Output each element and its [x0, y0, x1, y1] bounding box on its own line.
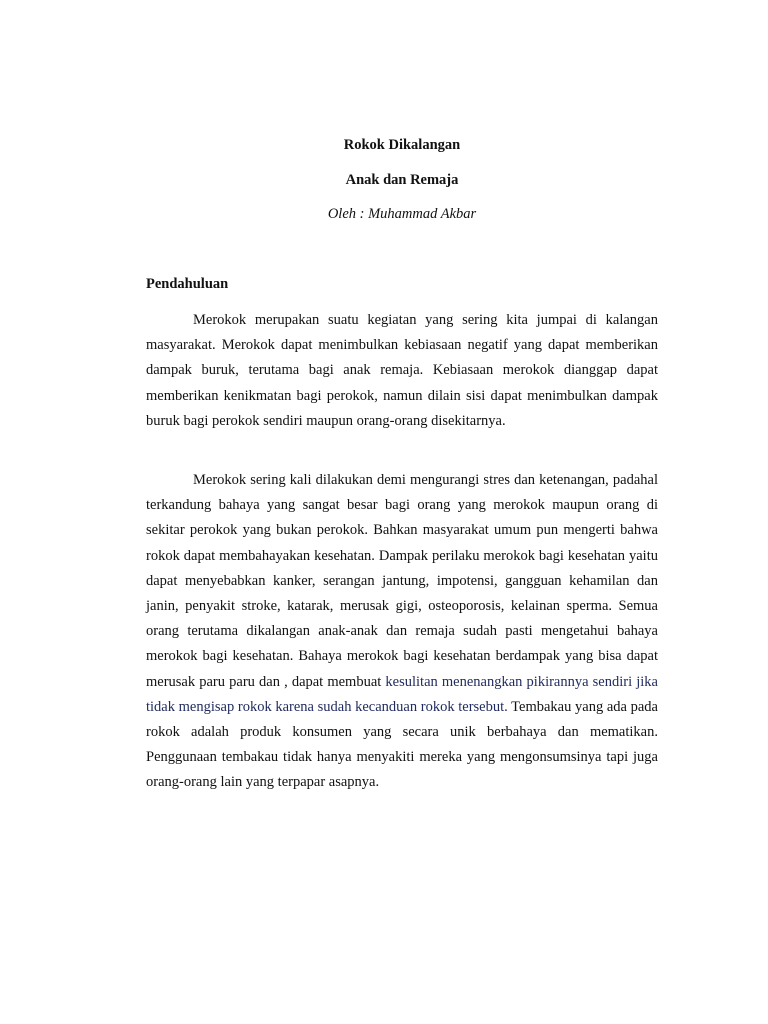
document-title-line-1: Rokok Dikalangan: [343, 137, 461, 153]
document-title-line-2: Anak dan Remaja: [345, 172, 459, 188]
paragraph-1: [146, 308, 658, 434]
section-heading: Pendahuluan: [146, 276, 229, 292]
paragraph-2-text-start: Merokok sering kali dilakukan demi mengurangi stres dan ketenangan, padahal terkandung bahaya yang sangat besar bagi orang yang merokok maupun orang di sekitar perokok yang bukan perokok. Bahkan masyarakat umum pun mengerti bahwa rokok dapat membahayakan kesehatan. Dampak perilaku merokok bagi kesehatan yaitu dapat menyebabkan kanker, serangan jantung, impotensi, gangguan kehamilan dan janin, penyakit stroke, katarak, merusak gigi, osteoporosis, kelainan sperma. Semua orang terutama dikalangan anak-anak dan remaja sudah pasti mengetahui bahaya merokok bagi kesehatan. Bahaya merokok bagi kesehatan berdampak yang bisa dapat merusak paru paru dan , dapat membuat: [146, 472, 658, 690]
paragraph-2: [146, 468, 658, 796]
paragraph-2-text-end: Tembakau yang ada pada rokok adalah produk konsumen yang secara unik berbahaya dan mematikan. Penggunaan tembakau tidak hanya menyakiti mereka yang mengonsumsinya tapi juga orang-orang lain yang terpapar asapnya.: [146, 698, 658, 791]
paragraph-2-linked-text: kesulitan menenangkan pikirannya sendiri jika tidak mengisap rokok karena sudah kecanduan rokok tersebut.: [146, 673, 658, 715]
author-line: Oleh : Muhammad Akbar: [327, 206, 477, 222]
paragraph-1-text: Merokok merupakan suatu kegiatan yang sering kita jumpai di kalangan masyarakat. Merokok dapat menimbulkan kebiasaan negatif yang dapat memberikan dampak buruk, terutama bagi anak remaja. Kebiasaan merokok dianggap dapat memberikan kenikmatan bagi perokok, namun dilain sisi dapat menimbulkan dampak buruk bagi perokok sendiri maupun orang-orang disekitarnya.: [146, 312, 658, 429]
